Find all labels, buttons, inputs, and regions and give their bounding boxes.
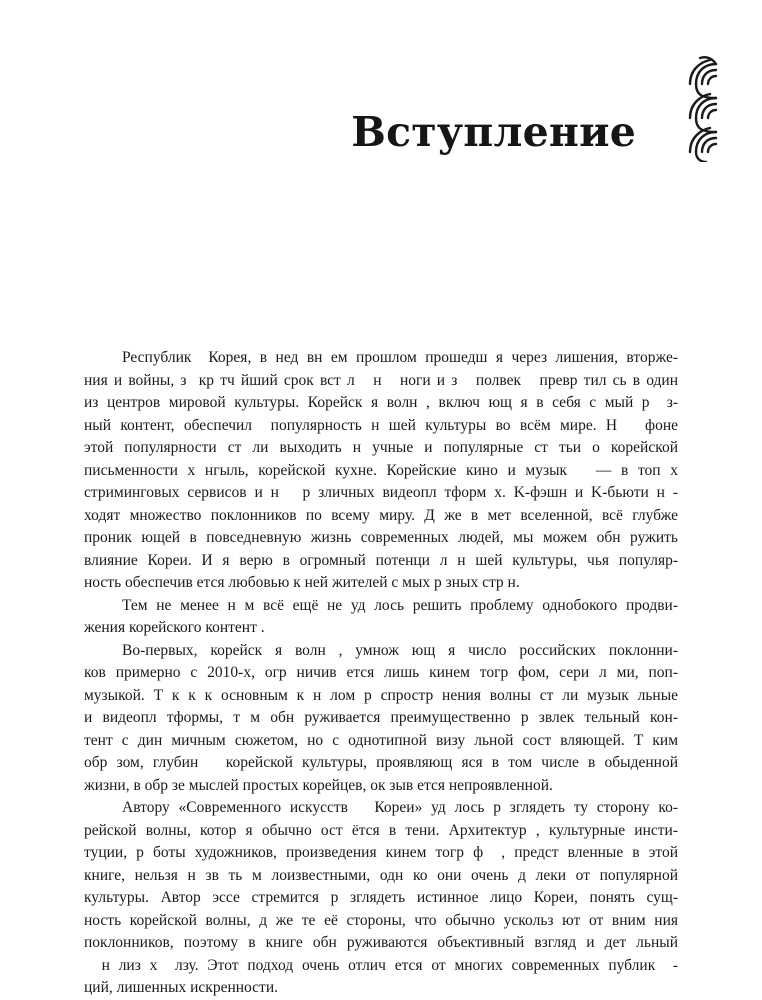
text-line: книге, нельзя н зв ть м лоизвестными, одн ко они очень д леки от популярной bbox=[84, 866, 678, 884]
text-line: тент с дин мичным сюжетом, но с однотипной визу льной сост вляющей. Т ким bbox=[84, 731, 678, 749]
text-line: ность корейской волны, д же те её стороны, что обычно ускольз ют от вним ния bbox=[84, 911, 678, 929]
wave-ornament-icon bbox=[670, 56, 720, 162]
text-line: ций, лишенных искренности. bbox=[84, 979, 278, 996]
text-line: жения корейского контент . bbox=[84, 619, 265, 636]
text-line: ков примерно с 2010-х, огр ничив ется лишь кинем тогр фом, сери л ми, поп- bbox=[84, 664, 678, 681]
text-line: Тем не менее н м всё ещё не уд лось решить проблему однобокого продви- bbox=[122, 596, 678, 614]
text-line: н лиз х лзу. Этот подход очень отлич ется от многих современных публик - bbox=[84, 956, 678, 974]
paragraph bbox=[84, 640, 678, 798]
text-line: Во-первых, корейск я волн , умнож ющ я число российских поклонни- bbox=[122, 641, 678, 659]
text-line: поклонников, поэтому в книге обн руживаются объективный взгляд и дет льный bbox=[84, 934, 678, 951]
text-line: ходят множество поклонников по всему миру. Д же в мет вселенной, всё глубже bbox=[84, 506, 678, 524]
text-line: туции, р боты художников, произведения кинем тогр ф , предст вленные в этой bbox=[84, 844, 678, 861]
text-line: проник ющей в повседневную жизнь современных людей, мы можем обн ружить bbox=[84, 529, 678, 546]
text-line: культуры. Автор эссе стремится р зглядеть истинное лицо Кореи, понять сущ- bbox=[84, 889, 678, 906]
text-line: ность обеспечив ется любовью к ней жителей с мых р зных стр н. bbox=[84, 574, 520, 591]
paragraph bbox=[84, 595, 678, 640]
text-line: влияние Кореи. И я верю в огромный потенци л н шей культуры, чья популяр- bbox=[84, 551, 678, 569]
paragraph bbox=[84, 347, 678, 595]
text-line: и видеопл тформы, т м обн руживается преимущественно р звлек тельный кон- bbox=[84, 709, 678, 726]
text-line: обр зом, глубин корейской культуры, проявляющ яся в том числе в обыденной bbox=[84, 754, 678, 771]
text-line: музыкой. Т к к к основным к н лом р спростр нения волны ст ли музык льные bbox=[84, 686, 678, 704]
text-line: Автору «Современного искусств Кореи» уд лось р зглядеть ту сторону ко- bbox=[122, 799, 678, 816]
text-line: письменности х нгыль, корейской кухне. Корейские кино и музык — в топ х bbox=[84, 461, 678, 479]
text-line: рейской волны, котор я обычно ост ётся в тени. Архитектур , культурные инсти- bbox=[84, 821, 678, 839]
chapter-title: Вступление bbox=[351, 108, 636, 156]
text-line: ния и войны, з кр тч йший срок вст л н ноги и з полвек превр тил сь в один bbox=[84, 371, 678, 389]
text-line: Республик Корея, в нед вн ем прошлом прошедш я через лишения, вторже- bbox=[122, 349, 678, 366]
text-line: этой популярности ст ли выходить н учные и популярные ст тьи о корейской bbox=[84, 439, 678, 456]
body-text bbox=[84, 347, 678, 1000]
paragraph bbox=[84, 797, 678, 1000]
text-line: стриминговых сервисов и н р зличных видеопл тформ х. K-фэшн и K-бьюти н - bbox=[84, 484, 678, 501]
text-line: из центров мировой культуры. Корейск я волн , включ ющ я в себя с мый р з- bbox=[84, 394, 678, 411]
text-line: жизни, в обр зе мыслей простых корейцев, ок зыв ется непроявленной. bbox=[84, 776, 553, 794]
text-line: ный контент, обеспечил популярность н шей культуры во всём мире. Н фоне bbox=[84, 416, 678, 434]
